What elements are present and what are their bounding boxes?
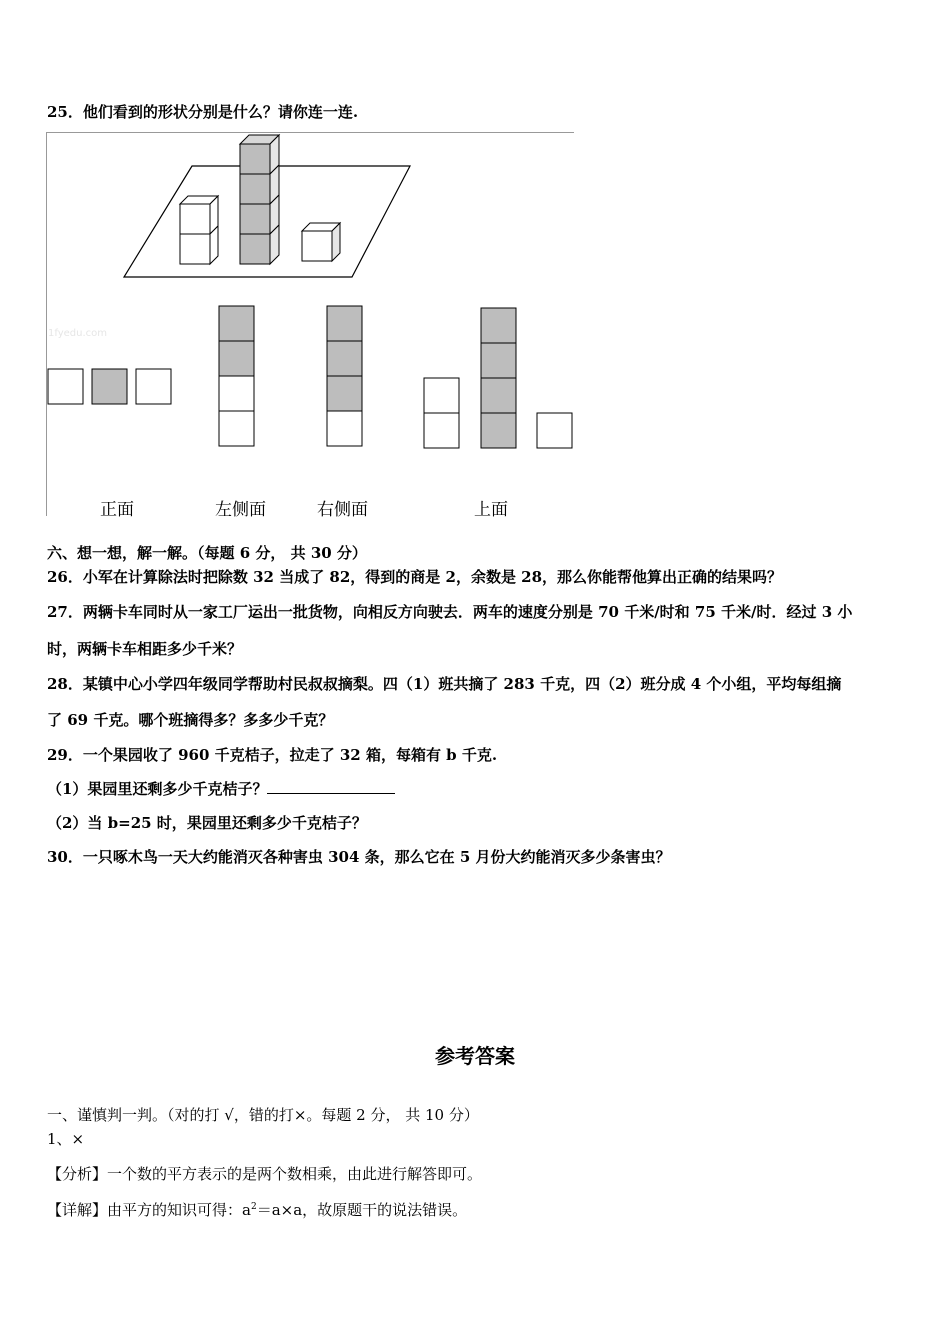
detail-tag: 【详解】 <box>47 1201 108 1219</box>
cube-view-figure <box>46 132 574 520</box>
detail-text-post: ＝a×a，故原题干的说法错误。 <box>256 1201 468 1219</box>
question-25: 25．他们看到的形状分别是什么？请你连一连. <box>47 103 359 121</box>
tall-cube-stack <box>240 135 279 264</box>
view-option-top <box>424 308 572 448</box>
question-29-sub1 <box>47 779 395 799</box>
view-option-right <box>327 306 362 446</box>
watermark: 1fyedu.com <box>48 328 107 339</box>
answer-detail <box>47 1197 467 1220</box>
section-6-title: 六、想一想，解一解。（每题 6 分， 共 30 分） <box>47 544 367 562</box>
view-option-front <box>48 369 171 404</box>
single-cube <box>302 223 340 261</box>
question-30: 30．一只啄木鸟一天大约能消灭各种害虫 304 条，那么它在 5 月份大约能消灭多少条害虫？ <box>47 848 671 866</box>
detail-superscript: 2 <box>250 1202 257 1212</box>
question-28-line1: 28．某镇中心小学四年级同学帮助村民叔叔摘梨。四（1）班共摘了 283 千克，四（2）班分成 4 个小组，平均每组摘 <box>47 675 842 693</box>
question-29: 29．一个果园收了 960 千克桔子，拉走了 32 箱，每箱有 b 千克. <box>47 746 498 764</box>
label-front: 正面 <box>100 500 134 520</box>
question-28-line2: 了 69 千克。哪个班摘得多？多多少千克？ <box>47 711 334 729</box>
detail-text-pre: 由平方的知识可得：a <box>107 1201 251 1219</box>
question-27-line1: 27．两辆卡车同时从一家工厂运出一批货物，向相反方向驶去．两车的速度分别是 70 千米/时和 75 千米/时．经过 3 小 <box>47 603 853 621</box>
analysis-tag: 【分析】 <box>47 1165 108 1183</box>
label-right-side: 右侧面 <box>317 500 368 520</box>
label-left-side: 左侧面 <box>215 500 266 520</box>
question-29-sub2: （2）当 b=25 时，果园里还剩多少千克桔子？ <box>47 814 367 832</box>
answers-section-1: 一、谨慎判一判。（对的打 √，错的打×。每题 2 分， 共 10 分） <box>47 1106 479 1124</box>
analysis-text: 一个数的平方表示的是两个数相乘，由此进行解答即可。 <box>107 1165 483 1183</box>
cube-figure-svg <box>46 132 574 516</box>
question-29-sub1-text: （1）果园里还剩多少千克桔子？ <box>47 780 268 798</box>
view-option-left <box>219 306 254 446</box>
answers-title: 参考答案 <box>435 1044 515 1068</box>
answer-analysis <box>47 1164 482 1184</box>
answer-blank[interactable] <box>267 779 395 794</box>
left-cube-stack <box>180 196 218 264</box>
question-27-line2: 时，两辆卡车相距多少千米？ <box>47 640 243 658</box>
question-26: 26．小军在计算除法时把除数 32 当成了 82，得到的商是 2，余数是 28，那么你能帮他算出正确的结果吗？ <box>47 568 783 586</box>
answer-item-1: 1、× <box>47 1130 85 1148</box>
label-top: 上面 <box>474 500 508 520</box>
